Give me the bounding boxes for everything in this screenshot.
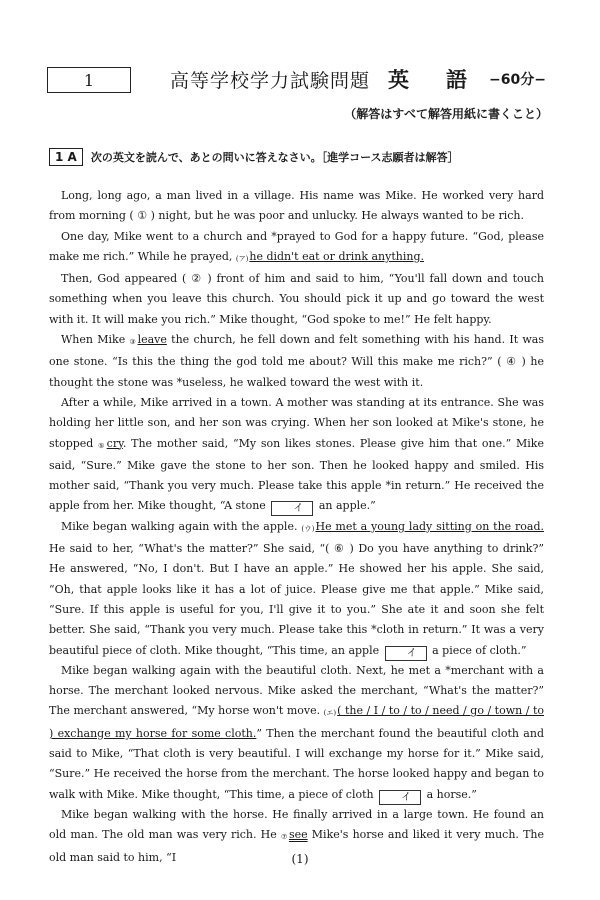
exam-time: −60分− [489,72,546,88]
text: After a while, Mike arrived in a town. A mother was standing at its entrance. She was holding her little son, and her son was crying. When her son looked at Mike's stone, he stopped [49,395,544,450]
text: Mike's horse and liked it very much. The old man said to him, “I [49,828,545,864]
text: One day, Mike went to a church and *prayed to God for a happy future. “God, please make me rich.” While he prayed, [49,229,544,263]
answer-blank-i: イ [385,646,427,661]
marker-5: ⑤ [98,441,106,450]
answer-note: （解答はすべて解答用紙に書くこと） [344,107,548,121]
underlined-3: leave [137,333,167,347]
marker-a: (ア) [235,254,249,263]
section-heading [49,148,459,166]
marker-3: ③ [129,338,137,347]
marker-u: (ウ) [301,524,315,533]
text: ) night, but he was poor and unlucky. He always wanted to be rich. [150,209,524,223]
text: ) Do you have anything to drink?” He answered, “No, I don't. But I have an apple.” He showed her his apple. She said, “Oh, that apple looks like it has a lot of juice. Please give me that apple.” Mike said, “Sure. If this apple is useful for you, I'll give it to you.” She ate it and soon she felt better. She said, “Thank you very much. Please take this *cloth in return.” It was a very beautiful piece of cloth. Mike thought, “This time, an apple [49,542,544,657]
text: Mike began walking with the horse. He finally arrived in a large town. He found an old man. The old man was very rich. He [49,807,544,842]
text: an apple.” [318,499,376,513]
text: ) he thought the stone was *useless, he walked toward the west with it. [49,355,544,389]
text: Long, long ago, a man lived in a village. His name was Mike. He worked very hard from morning ( [49,189,544,223]
exam-title: 高等学校学力試験問題 [170,70,371,92]
marker-e: (エ) [323,709,337,718]
text: a piece of cloth.” [432,643,527,657]
section-label: 1 A [49,148,83,166]
text: ) front of him and said to him, “You'll fall down and touch something when you leave this church. You should pick it up and go toward the west with it. It will make you rich.” Mike thought, “God spoke to me!” He felt happy. [49,272,544,326]
exam-subject: 英 語 [388,68,475,92]
underlined-5: cry [106,436,123,450]
blank-marker-1: ① [137,209,148,223]
passage [49,186,544,868]
paragraph-1 [49,186,544,227]
section-instruction: 次の英文を読んで、あとの問いに答えなさい。［進学コース志願者は解答］ [90,151,459,164]
question-number-box [47,67,131,93]
text: When Mike [61,333,126,347]
paragraph-6 [49,517,544,661]
underlined-u: He met a young lady sitting on the road. [315,519,544,533]
text: a horse.” [426,787,477,801]
text: . The mother said, “My son likes stones. Please give him that one.” Mike said, “Sure.” Mike gave the stone to her son. Then he looked happy and smiled. His mother said, “Thank you very much. Please take this apple *in return.” He received the apple from her. Mike thought, “A stone [49,436,544,513]
text: He said to her, “What's the matter?” She said, “( [49,542,330,556]
marker-7: ⑦ [280,833,288,842]
paragraph-4 [49,330,544,393]
text: Mike began walking again with the beautiful cloth. Next, he met a *merchant with a horse. The merchant looked nervous. Mike asked the merchant, “What's the matter?” The merchant answered, “My horse won't move. [49,663,544,718]
page-number: (1) [291,852,309,866]
underlined-a: he didn't eat or drink anything. [249,249,425,263]
paragraph-5 [49,393,544,517]
underlined-e: ( the / I / to / to / need / go / town / to ) exchange my horse for some cloth. [49,704,545,740]
question-number: 1 [83,70,95,90]
paragraph-3 [49,269,544,330]
paragraph-7 [49,661,544,805]
blank-marker-6: ⑥ [334,542,345,556]
answer-blank-i: イ [271,501,313,516]
underlined-7: see [288,828,308,842]
text: Then, God appeared ( [61,272,187,286]
blank-marker-2: ② [191,272,203,286]
answer-blank-i: イ [379,790,421,805]
text: ” Then the merchant found the beautiful cloth and said to Mike, “That cloth is very beautiful. I will exchange my horse for it.” Mike said, “Sure.” He received the horse from the merchant. The horse looked happy and began to walk with Mike. Mike thought, “This time, a piece of cloth [49,726,544,801]
text: Mike began walking again with the apple. [61,519,298,533]
paragraph-2 [49,227,544,270]
text: the church, he fell down and felt something with his hand. It was one stone. “Is this the thing the god told me about? Will this make me rich?” ( [49,333,545,369]
blank-marker-4: ④ [506,355,517,369]
